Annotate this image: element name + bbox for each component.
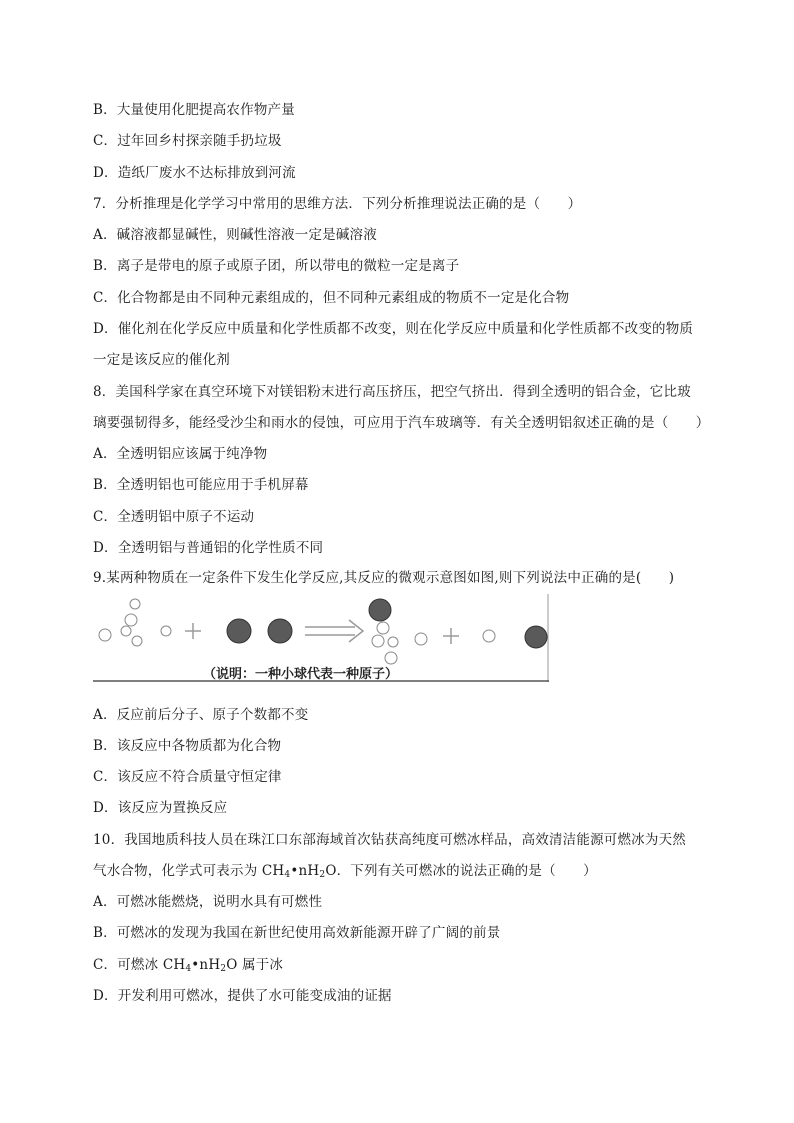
atom-small-white [132,636,142,646]
q10-option-d: D．开发利用可燃冰，提供了水可能变成油的证据 [93,988,392,1004]
q8-stem-cont: 璃要强韧得多，能经受沙尘和雨水的侵蚀，可应用于汽车玻璃等．有关全透明铝叙述正确的是（ ） [93,415,710,431]
atom-small-white [125,614,137,626]
q7-option-c: C．化合物都是由不同种元素组成的，但不同种元素组成的物质不一定是化合物 [93,290,570,306]
q7-option-a: A．碱溶液都显碱性，则碱性溶液一定是碱溶液 [93,227,377,243]
q8-stem: 8．美国科学家在真空环境下对镁铝粉末进行高压挤压，把空气挤出．得到全透明的铝合金，它比玻 [93,384,691,400]
atom-small-white [372,635,384,647]
q6-option-c: C．过年回乡村探亲随手扔垃圾 [93,133,282,149]
q6-option-d: D．造纸厂废水不达标排放到河流 [93,165,296,181]
q9-option-c: C．该反应不符合质量守恒定律 [93,769,282,785]
atom-large-dark [525,626,547,648]
atom-small-white [385,652,397,664]
text-segment: O．下列有关可燃冰的说法正确的是（ ） [325,863,597,879]
q7-stem: 7．分析推理是化学学习中常用的思维方法．下列分析推理说法正确的是（ ） [93,196,582,212]
reaction-arrow-icon [305,620,363,642]
q10-option-a: A．可燃冰能燃烧，说明水具有可燃性 [93,894,323,910]
atom-small-white [388,637,398,647]
atom-small-white [483,630,495,642]
q8-option-d: D．全透明铝与普通铝的化学性质不同 [93,540,324,556]
q10-option-b: B．可燃冰的发现为我国在新世纪使用高效新能源开辟了广阔的前景 [93,925,501,941]
q8-option-b: B．全透明铝也可能应用于手机屏幕 [93,477,309,493]
text-segment: •nH [290,863,320,879]
q9-stem: 9.某两种物质在一定条件下发生化学反应,其反应的微观示意图如图,则下列说法中正确的是( ) [93,570,675,586]
diagram-caption: （说明：一种小球代表一种原子） [203,667,399,682]
atom-large-dark [227,619,251,643]
q9-option-a: A．反应前后分子、原子个数都不变 [93,707,309,723]
q7-option-d-cont: 一定是该反应的催化剂 [93,352,230,368]
q7-option-b: B．离子是带电的原子或原子团，所以带电的微粒一定是离子 [93,258,460,274]
q10-stem: 10．我国地质科技人员在珠江口东部海域首次钻获高纯度可燃冰样品，高效清洁能源可燃冰为天然 [93,832,686,848]
reaction-diagram [93,594,549,682]
atom-large-dark [369,599,391,621]
q8-option-a: A．全透明铝应该属于纯净物 [93,446,268,462]
atom-small-white [377,622,389,634]
atom-small-white [130,599,140,609]
q8-option-c: C．全透明铝中原子不运动 [93,509,255,525]
subscript: 4 [185,964,192,974]
plus-sign [185,623,201,639]
plus-sign [443,628,459,644]
atom-large-dark [268,619,292,643]
q9-option-b: B．该反应中各物质都为化合物 [93,738,282,754]
q10-stem-cont [93,861,597,885]
subscript: 4 [284,870,291,880]
atom-small-white [121,626,131,636]
atom-small-white [415,633,427,645]
text-segment: O 属于冰 [226,957,284,973]
subscript: 2 [220,964,227,974]
atom-small-white [99,629,111,641]
q9-option-d: D．该反应为置换反应 [93,800,228,816]
q7-option-d: D．催化剂在化学反应中质量和化学性质都不改变，则在化学反应中质量和化学性质都不改变的物质 [93,321,694,337]
text-segment: C．可燃冰 CH [93,957,186,973]
atom-small-white [161,626,171,636]
text-segment: 气水合物，化学式可表示为 CH [93,863,285,879]
q10-option-c [93,955,283,979]
text-segment: •nH [191,957,221,973]
q6-option-b: B．大量使用化肥提高农作物产量 [93,102,295,118]
subscript: 2 [319,870,326,880]
